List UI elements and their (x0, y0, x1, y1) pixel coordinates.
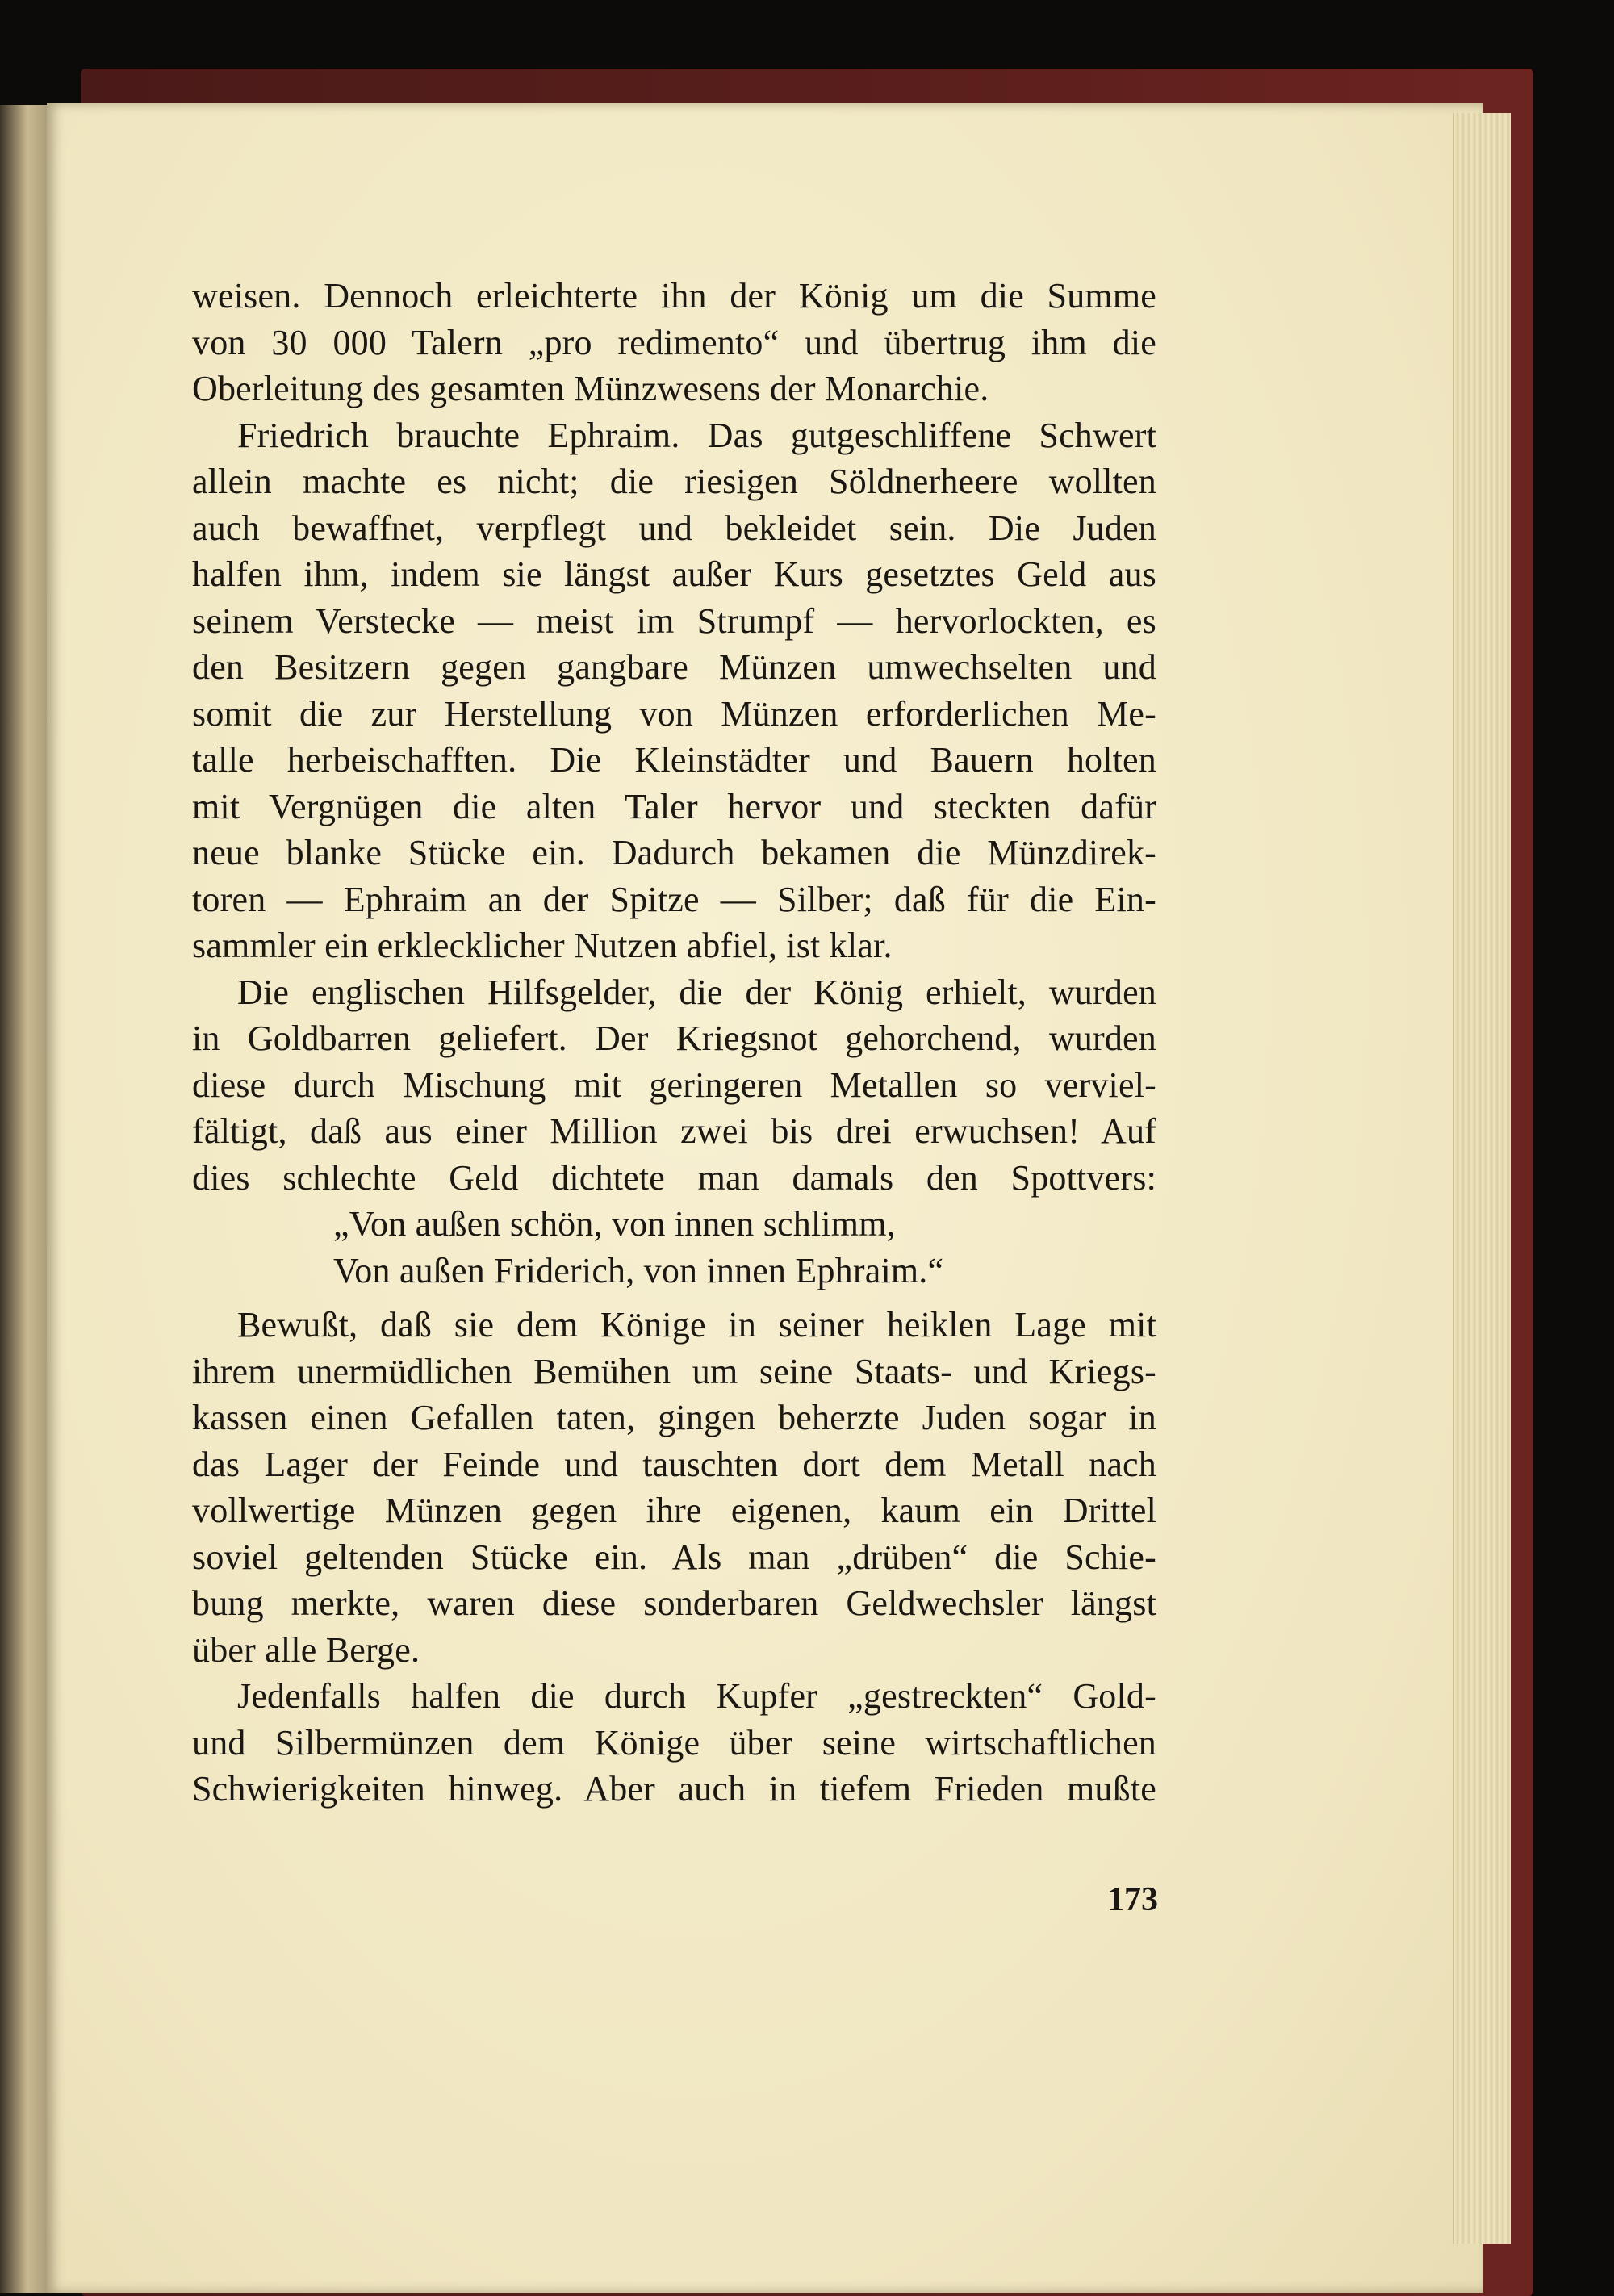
text-line: den Besitzern gegen gangbare Münzen umwechselten und (192, 647, 1156, 687)
text-line: ihrem unermüdlichen Bemühen um seine Staats- und Kriegs- (192, 1351, 1156, 1391)
text-line: soviel geltenden Stücke ein. Als man „drüben“ die Schie- (192, 1537, 1156, 1577)
verse-line: Von außen Friderich, von innen Ephraim.“ (333, 1250, 944, 1290)
text-line: bung merkte, waren diese sonderbaren Geldwechsler längst (192, 1583, 1156, 1623)
text-line: das Lager der Feinde und tauschten dort dem Metall nach (192, 1444, 1156, 1484)
text-line: Oberleitung des gesamten Münzwesens der Monarchie. (192, 369, 989, 408)
text-line: weisen. Dennoch erleichterte ihn der König um die Summe (192, 276, 1156, 316)
text-line: allein machte es nicht; die riesigen Söldnerheere wollten (192, 462, 1156, 501)
body-text (192, 273, 1156, 1813)
text-line: somit die zur Herstellung von Münzen erforderlichen Me- (192, 693, 1156, 734)
text-line: in Goldbarren geliefert. Der Kriegsnot gehorchend, wurden (192, 1018, 1156, 1058)
text-line: Friedrich brauchte Ephraim. Das gutgeschliffene Schwert (237, 415, 1156, 455)
text-line: auch bewaffnet, verpflegt und bekleidet sein. Die Juden (192, 508, 1156, 548)
text-line: sammler ein erklecklicher Nutzen abfiel, ist klar. (192, 926, 893, 965)
text-line: diese durch Mischung mit geringeren Metallen so verviel- (192, 1064, 1156, 1105)
text-line: fältigt, daß aus einer Million zwei bis drei erwuchsen! Auf (192, 1111, 1156, 1151)
text-line: talle herbeischafften. Die Kleinstädter und Bauern holten (192, 740, 1156, 780)
text-line: kassen einen Gefallen taten, gingen beherzte Juden sogar in (192, 1398, 1156, 1437)
text-line: Bewußt, daß sie dem Könige in seiner heiklen Lage mit (237, 1305, 1156, 1345)
text-line: über alle Berge. (192, 1629, 420, 1670)
text-line: toren — Ephraim an der Spitze — Silber; daß für die Ein- (192, 879, 1156, 919)
page-number: 173 (1107, 1881, 1158, 1918)
left-page-edge (0, 105, 50, 2293)
text-line: halfen ihm, indem sie längst außer Kurs gesetztes Geld aus (192, 554, 1156, 594)
text-line: dies schlechte Geld dichtete man damals den Spottvers: (192, 1157, 1156, 1198)
text-line: neue blanke Stücke ein. Dadurch bekamen die Münzdirek- (192, 833, 1156, 872)
text-line: seinem Verstecke — meist im Strumpf — hervorlockten, es (192, 600, 1156, 641)
spacer (192, 1294, 1156, 1302)
text-line: von 30 000 Talern „pro redimento“ und übertrug ihm die (192, 322, 1156, 362)
verse-line: „Von außen schön, von innen schlimm, (333, 1204, 896, 1244)
text-line: Schwierigkeiten hinweg. Aber auch in tiefem Frieden mußte (192, 1769, 1156, 1809)
text-line: mit Vergnügen die alten Taler hervor und steckten dafür (192, 786, 1156, 826)
text-line: Jedenfalls halfen die durch Kupfer „gestreckten“ Gold- (237, 1676, 1156, 1716)
page-edges (1453, 113, 1511, 2244)
text-line: Die englischen Hilfsgelder, die der König erhielt, wurden (237, 972, 1156, 1012)
text-line: vollwertige Münzen gegen ihre eigenen, kaum ein Drittel (192, 1491, 1156, 1530)
text-line: und Silbermünzen dem Könige über seine wirtschaftlichen (192, 1722, 1156, 1763)
